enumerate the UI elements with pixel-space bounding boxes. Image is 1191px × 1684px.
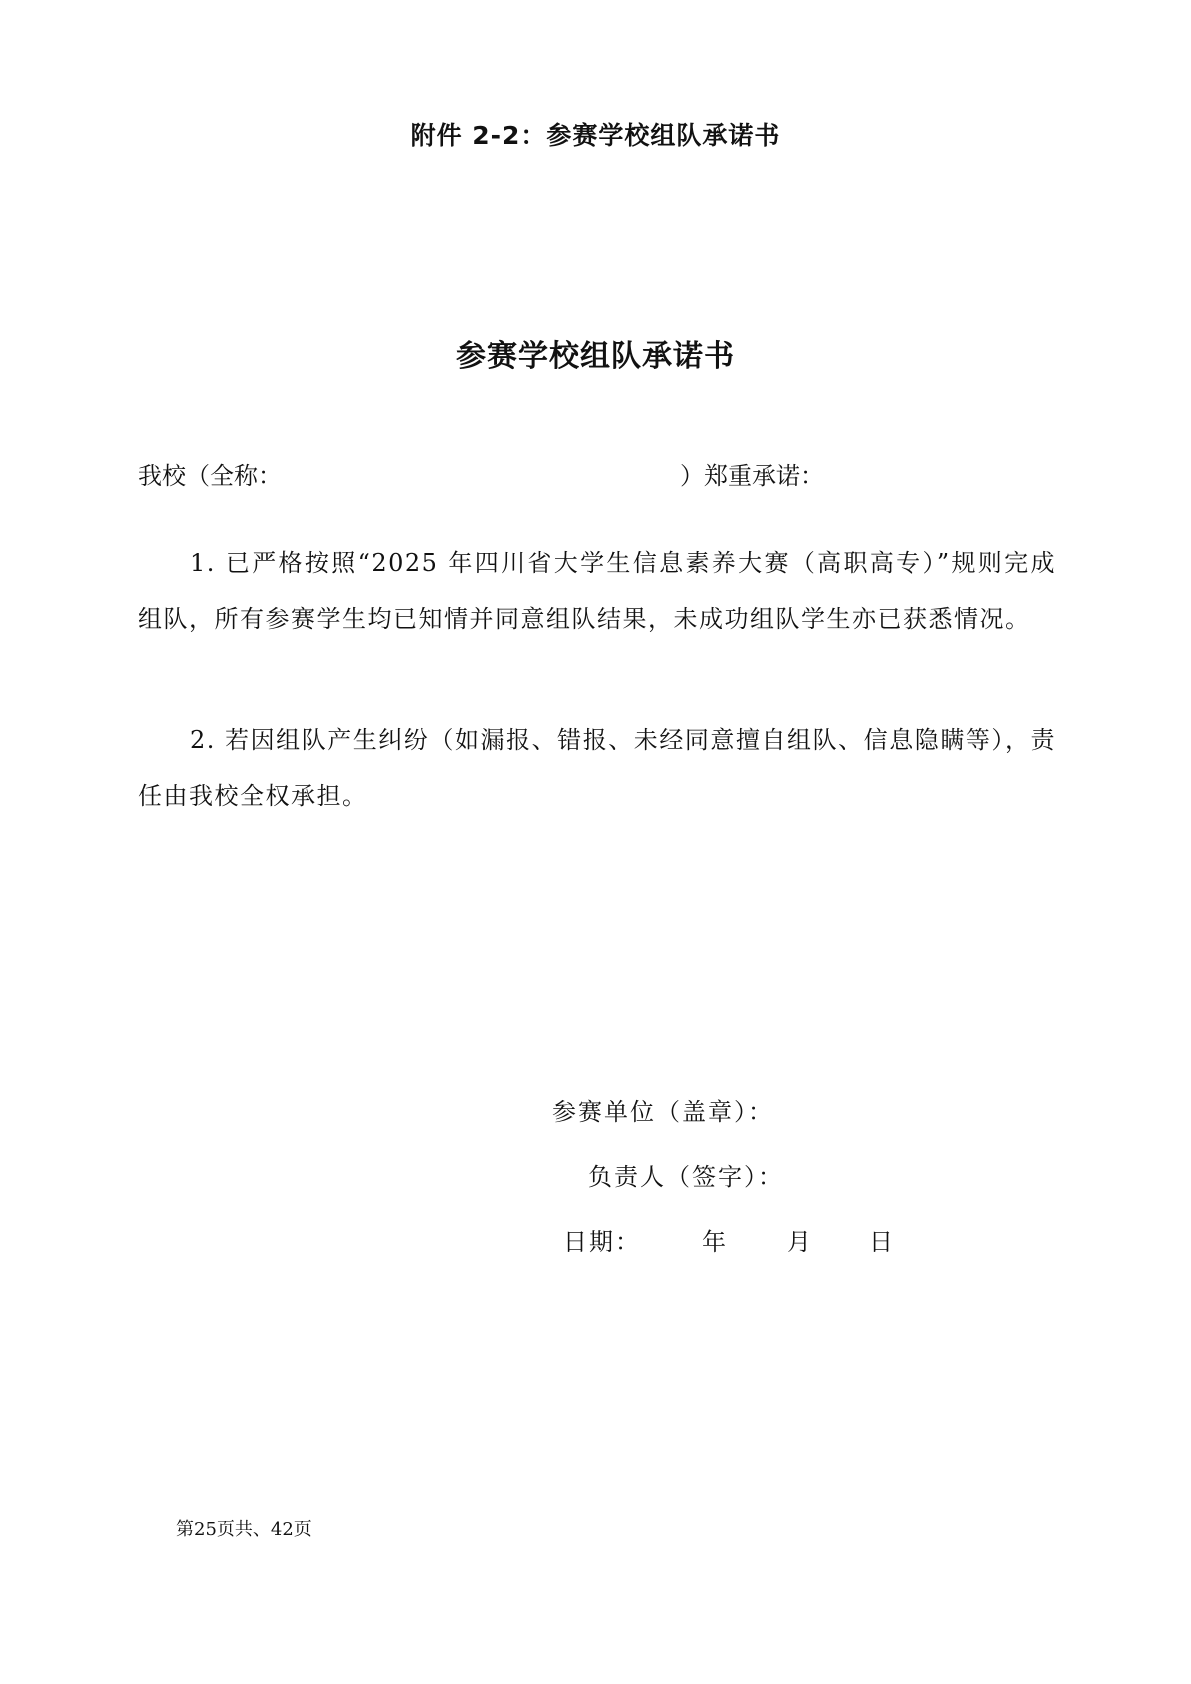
date-line [563, 1222, 923, 1256]
document-title: 参赛学校组队承诺书 [456, 339, 735, 374]
month-label: 月 [787, 1228, 813, 1256]
attachment-heading: 附件 2-2：参赛学校组队承诺书 [410, 121, 781, 150]
school-line-suffix: ）郑重承诺： [680, 462, 824, 490]
school-name-line [138, 456, 1038, 492]
responsible-person-signature-label: 负责人（签字）： [588, 1163, 784, 1191]
date-label: 日期： [563, 1228, 641, 1256]
day-label: 日 [869, 1228, 895, 1256]
participating-unit-seal-label: 参赛单位（盖章）： [552, 1098, 774, 1126]
page-number-footer: 第25页共、42页 [176, 1519, 312, 1540]
school-line-prefix: 我校（全称： [138, 462, 282, 490]
commitment-clause-2: 2. 若因组队产生纠纷（如漏报、错报、未经同意擅自组队、信息隐瞒等），责任由我校全权承担。 [138, 726, 1056, 810]
year-label: 年 [702, 1228, 728, 1256]
commitment-clause-1: 1. 已严格按照“2025 年四川省大学生信息素养大赛（高职高专）”规则完成组队，所有参赛学生均已知情并同意组队结果，未成功组队学生亦已获悉情况。 [138, 549, 1056, 633]
school-name-blank[interactable] [296, 456, 680, 488]
